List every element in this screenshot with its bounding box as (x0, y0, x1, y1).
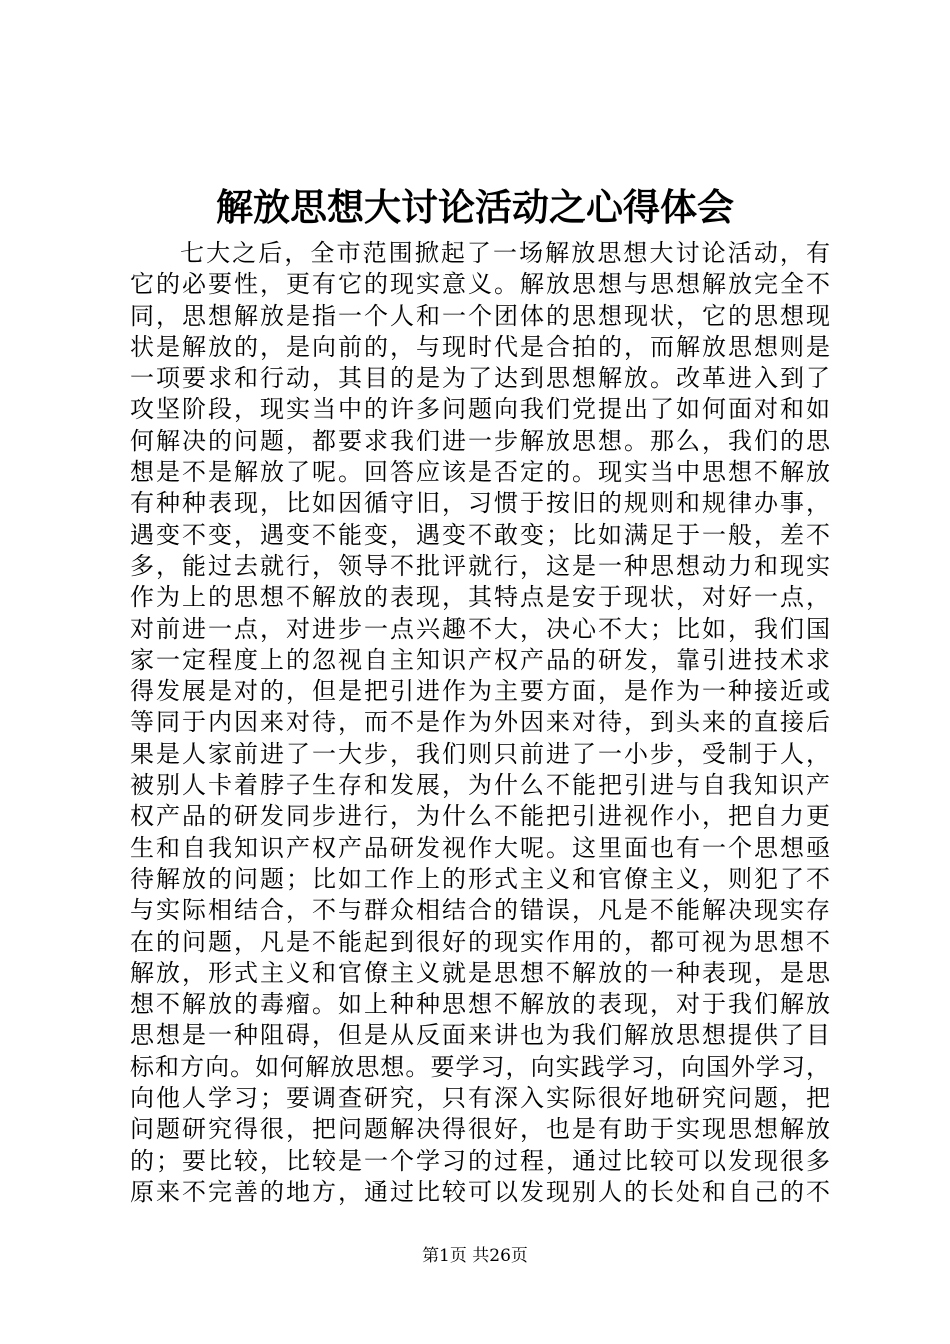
document-title: 解放思想大讨论活动之心得体会 (216, 185, 734, 229)
paragraph-line: 对前进一点，对进步一点兴趣不大，决心不大；比如，我们国 (130, 614, 830, 643)
paragraph-line: 遇变不变，遇变不能变，遇变不敢变；比如满足于一般，差不 (130, 520, 830, 549)
paragraph-line: 被别人卡着脖子生存和发展，为什么不能把引进与自我知识产 (130, 771, 830, 800)
paragraph-line: 问题研究得很，把问题解决得很好，也是有助于实现思想解放 (130, 1115, 830, 1144)
paragraph-line: 得发展是对的，但是把引进作为主要方面，是作为一种接近或 (130, 677, 830, 706)
paragraph-line: 攻坚阶段，现实当中的许多问题向我们党提出了如何面对和如 (130, 395, 830, 424)
paragraph-line: 何解决的问题，都要求我们进一步解放思想。那么，我们的思 (130, 426, 830, 455)
paragraph-line: 解放，形式主义和官僚主义就是思想不解放的一种表现，是思 (130, 958, 830, 987)
paragraph-line: 与实际相结合，不与群众相结合的错误，凡是不能解决现实存 (130, 896, 830, 925)
paragraph-line: 标和方向。如何解放思想。要学习，向实践学习，向国外学习， (130, 1052, 830, 1081)
paragraph-line: 同，思想解放是指一个人和一个团体的思想现状，它的思想现 (130, 301, 830, 330)
paragraph-line: 果是人家前进了一大步，我们则只前进了一小步，受制于人， (130, 739, 830, 768)
page-footer: 第1页 共26页 (422, 1246, 528, 1266)
paragraph-line: 有种种表现，比如因循守旧，习惯于按旧的规则和规律办事， (130, 489, 830, 518)
paragraph-line: 的；要比较，比较是一个学习的过程，通过比较可以发现很多 (130, 1146, 830, 1175)
paragraph-line: 想是不是解放了呢。回答应该是否定的。现实当中思想不解放 (130, 458, 830, 487)
paragraph-line: 想不解放的毒瘤。如上种种思想不解放的表现，对于我们解放 (130, 990, 830, 1019)
paragraph-line: 权产品的研发同步进行，为什么不能把引进视作小，把自力更 (130, 802, 830, 831)
paragraph-line: 作为上的思想不解放的表现，其特点是安于现状，对好一点， (130, 583, 830, 612)
paragraph-line: 多，能过去就行，领导不批评就行，这是一种思想动力和现实 (130, 551, 830, 580)
paragraph-line: 状是解放的，是向前的，与现时代是合拍的，而解放思想则是 (130, 332, 830, 361)
paragraph-line: 它的必要性，更有它的现实意义。解放思想与思想解放完全不 (130, 270, 830, 299)
paragraph-line: 原来不完善的地方，通过比较可以发现别人的长处和自己的不 (130, 1177, 830, 1206)
document-body (130, 238, 830, 1208)
paragraph-line: 待解放的问题；比如工作上的形式主义和官僚主义，则犯了不 (130, 864, 830, 893)
paragraph-line: 向他人学习；要调查研究，只有深入实际很好地研究问题，把 (130, 1084, 830, 1113)
paragraph-line: 家一定程度上的忽视自主知识产权产品的研发，靠引进技术求 (130, 645, 830, 674)
paragraph-line: 思想是一种阻碍，但是从反面来讲也为我们解放思想提供了目 (130, 1021, 830, 1050)
paragraph-line: 等同于内因来对待，而不是作为外因来对待，到头来的直接后 (130, 708, 830, 737)
paragraph-line: 在的问题，凡是不能起到很好的现实作用的，都可视为思想不 (130, 927, 830, 956)
paragraph-line: 生和自我知识产权产品研发视作大呢。这里面也有一个思想亟 (130, 833, 830, 862)
paragraph-line: 七大之后，全市范围掀起了一场解放思想大讨论活动，有 (180, 239, 830, 267)
paragraph-line: 一项要求和行动，其目的是为了达到思想解放。改革进入到了 (130, 364, 830, 393)
